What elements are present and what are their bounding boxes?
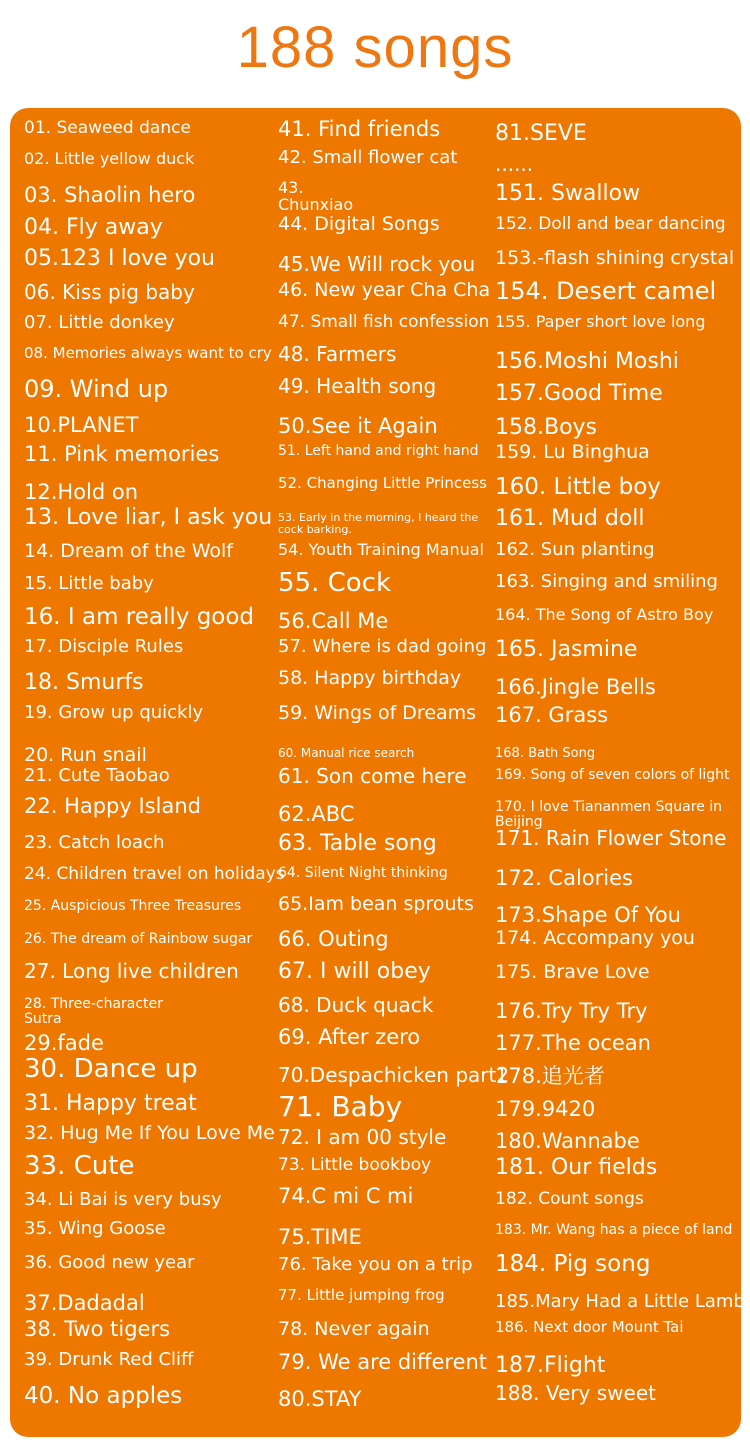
song-item: 76. Take you on a trip — [278, 1254, 473, 1275]
song-item: 164. The Song of Astro Boy — [495, 605, 714, 624]
song-item: 153.-flash shining crystal — [495, 247, 735, 269]
song-item: 161. Mud doll — [495, 506, 645, 531]
song-item: 184. Pig song — [495, 1251, 651, 1277]
song-item: 61. Son come here — [278, 764, 467, 788]
song-item: 169. Song of seven colors of light — [495, 767, 730, 783]
song-item: 181. Our fields — [495, 1155, 658, 1180]
song-item: 163. Singing and smiling — [495, 571, 718, 592]
song-item: 49. Health song — [278, 374, 437, 398]
song-item: 40. No apples — [24, 1383, 183, 1409]
song-item: 66. Outing — [278, 927, 389, 951]
song-item: 38. Two tigers — [24, 1317, 171, 1341]
song-item: 20. Run snail — [24, 744, 147, 766]
song-item: 57. Where is dad going — [278, 636, 487, 657]
song-item: 02. Little yellow duck — [24, 149, 195, 168]
song-item: 175. Brave Love — [495, 961, 650, 983]
song-item: 78. Never again — [278, 1318, 430, 1340]
song-item: 22. Happy Island — [24, 794, 201, 818]
song-item: 18. Smurfs — [24, 670, 144, 695]
song-item: 19. Grow up quickly — [24, 702, 204, 723]
song-item: 37.Dadadal — [24, 1291, 145, 1315]
song-item: 73. Little bookboy — [278, 1155, 432, 1175]
song-item: 34. Li Bai is very busy — [24, 1189, 222, 1210]
song-item: 75.TIME — [278, 1225, 362, 1249]
song-item: 55. Cock — [278, 568, 392, 598]
song-item: 03. Shaolin hero — [24, 183, 196, 207]
song-item: 26. The dream of Rainbow sugar — [24, 931, 253, 947]
song-item: 168. Bath Song — [495, 746, 596, 761]
song-item: 80.STAY — [278, 1387, 362, 1411]
song-item: 171. Rain Flower Stone — [495, 826, 727, 850]
song-item: 160. Little boy — [495, 474, 661, 500]
song-item: 04. Fly away — [24, 215, 163, 240]
song-item: 63. Table song — [278, 831, 437, 856]
song-item: 177.The ocean — [495, 1031, 651, 1055]
song-item: 13. Love liar, I ask you — [24, 505, 273, 530]
song-item: 72. I am 00 style — [278, 1125, 447, 1149]
song-item: 165. Jasmine — [495, 637, 638, 662]
song-item: 43. Chunxiao — [278, 178, 354, 214]
song-item: 186. Next door Mount Tai — [495, 1318, 684, 1336]
song-item: 62.ABC — [278, 802, 355, 826]
song-item: 162. Sun planting — [495, 539, 655, 560]
song-item: 23. Catch loach — [24, 832, 165, 853]
song-item: 54. Youth Training Manual — [278, 540, 484, 559]
song-item: 176.Try Try Try — [495, 999, 648, 1023]
song-item: 152. Doll and bear dancing — [495, 214, 726, 234]
song-item: 25. Auspicious Three Treasures — [24, 898, 242, 914]
song-item: 07. Little donkey — [24, 312, 175, 333]
song-item: 48. Farmers — [278, 342, 397, 366]
song-item: 30. Dance up — [24, 1054, 198, 1084]
song-item: 52. Changing Little Princess — [278, 474, 487, 492]
song-item: 166.Jingle Bells — [495, 675, 656, 699]
song-item: 182. Count songs — [495, 1189, 644, 1209]
song-item: 185.Mary Had a Little Lamb — [495, 1291, 745, 1312]
song-item: 21. Cute Taobao — [24, 765, 170, 786]
song-item: 53. Early in the morning, I heard the cock barking. — [278, 511, 479, 536]
song-item: 77. Little jumping frog — [278, 1286, 445, 1304]
song-item: 187.Flight — [495, 1353, 606, 1378]
song-item: 11. Pink memories — [24, 442, 220, 466]
song-item: 179.9420 — [495, 1097, 596, 1121]
song-item: 24. Children travel on holidays — [24, 864, 285, 884]
song-item: 60. Manual rice search — [278, 746, 415, 760]
song-item: 31. Happy treat — [24, 1091, 197, 1116]
page-title: 188 songs — [236, 15, 514, 80]
song-item: 81.SEVE — [495, 121, 587, 146]
song-item: 29.fade — [24, 1031, 104, 1055]
song-item: 12.Hold on — [24, 480, 139, 504]
song-item: 47. Small fish confession — [278, 312, 490, 332]
song-item: 159. Lu Binghua — [495, 441, 650, 463]
song-list-panel — [10, 108, 745, 1437]
song-item: 10.PLANET — [24, 413, 139, 437]
song-item: 36. Good new year — [24, 1252, 195, 1273]
song-item: 157.Good Time — [495, 381, 663, 406]
song-item: 158.Boys — [495, 415, 598, 440]
song-item: 15. Little baby — [24, 573, 154, 594]
song-item: 46. New year Cha Cha — [278, 279, 491, 301]
song-item: 50.See it Again — [278, 414, 438, 438]
song-item: 74.C mi C mi — [278, 1184, 414, 1208]
song-item: 67. I will obey — [278, 959, 431, 984]
song-item: 35. Wing Goose — [24, 1218, 166, 1239]
song-item: 71. Baby — [278, 1090, 403, 1123]
song-item: 27. Long live children — [24, 959, 239, 983]
song-item: 32. Hug Me If You Love Me — [24, 1122, 275, 1144]
song-item: 17. Disciple Rules — [24, 636, 184, 657]
song-item: 16. I am really good — [24, 604, 255, 630]
song-item: 68. Duck quack — [278, 993, 434, 1017]
song-item: 70.Despachicken part2 — [278, 1063, 510, 1087]
song-item: 183. Mr. Wang has a piece of land — [495, 1222, 733, 1238]
song-item: 180.Wannabe — [495, 1129, 640, 1153]
song-item: 173.Shape Of You — [495, 903, 681, 927]
song-item: 174. Accompany you — [495, 927, 695, 949]
song-item: 172. Calories — [495, 866, 633, 890]
song-item: 156.Moshi Moshi — [495, 349, 679, 374]
song-item: ...... — [495, 152, 534, 176]
song-item: 155. Paper short love long — [495, 312, 706, 331]
song-item: 79. We are different — [278, 1350, 488, 1374]
song-item: 28. Three-character Sutra — [24, 996, 163, 1027]
song-item: 64. Silent Night thinking — [278, 865, 448, 881]
song-item: 39. Drunk Red Cliff — [24, 1349, 194, 1370]
song-item: 09. Wind up — [24, 375, 169, 403]
song-item: 01. Seaweed dance — [24, 118, 191, 138]
song-item: 06. Kiss pig baby — [24, 280, 195, 304]
song-item: 69. After zero — [278, 1025, 421, 1049]
song-item: 58. Happy birthday — [278, 667, 462, 689]
song-item: 33. Cute — [24, 1151, 135, 1181]
song-item: 170. I love Tiananmen Square in Beijing — [495, 799, 722, 830]
song-item: 167. Grass — [495, 703, 609, 727]
song-item: 05.123 I love you — [24, 246, 215, 271]
song-item: 08. Memories always want to cry — [24, 344, 272, 362]
song-item: 44. Digital Songs — [278, 213, 440, 235]
song-item: 41. Find friends — [278, 117, 441, 141]
song-item: 14. Dream of the Wolf — [24, 540, 233, 562]
song-item: 45.We Will rock you — [278, 252, 476, 276]
song-item: 151. Swallow — [495, 181, 641, 206]
song-item: 59. Wings of Dreams — [278, 702, 477, 724]
song-item: 188. Very sweet — [495, 1381, 656, 1405]
song-item: 51. Left hand and right hand — [278, 443, 479, 459]
song-item: 65.Iam bean sprouts — [278, 893, 474, 915]
song-item: 178.追光者 — [495, 1064, 605, 1088]
song-item: 42. Small flower cat — [278, 147, 458, 168]
song-item: 154. Desert camel — [495, 277, 717, 305]
song-item: 56.Call Me — [278, 609, 389, 633]
